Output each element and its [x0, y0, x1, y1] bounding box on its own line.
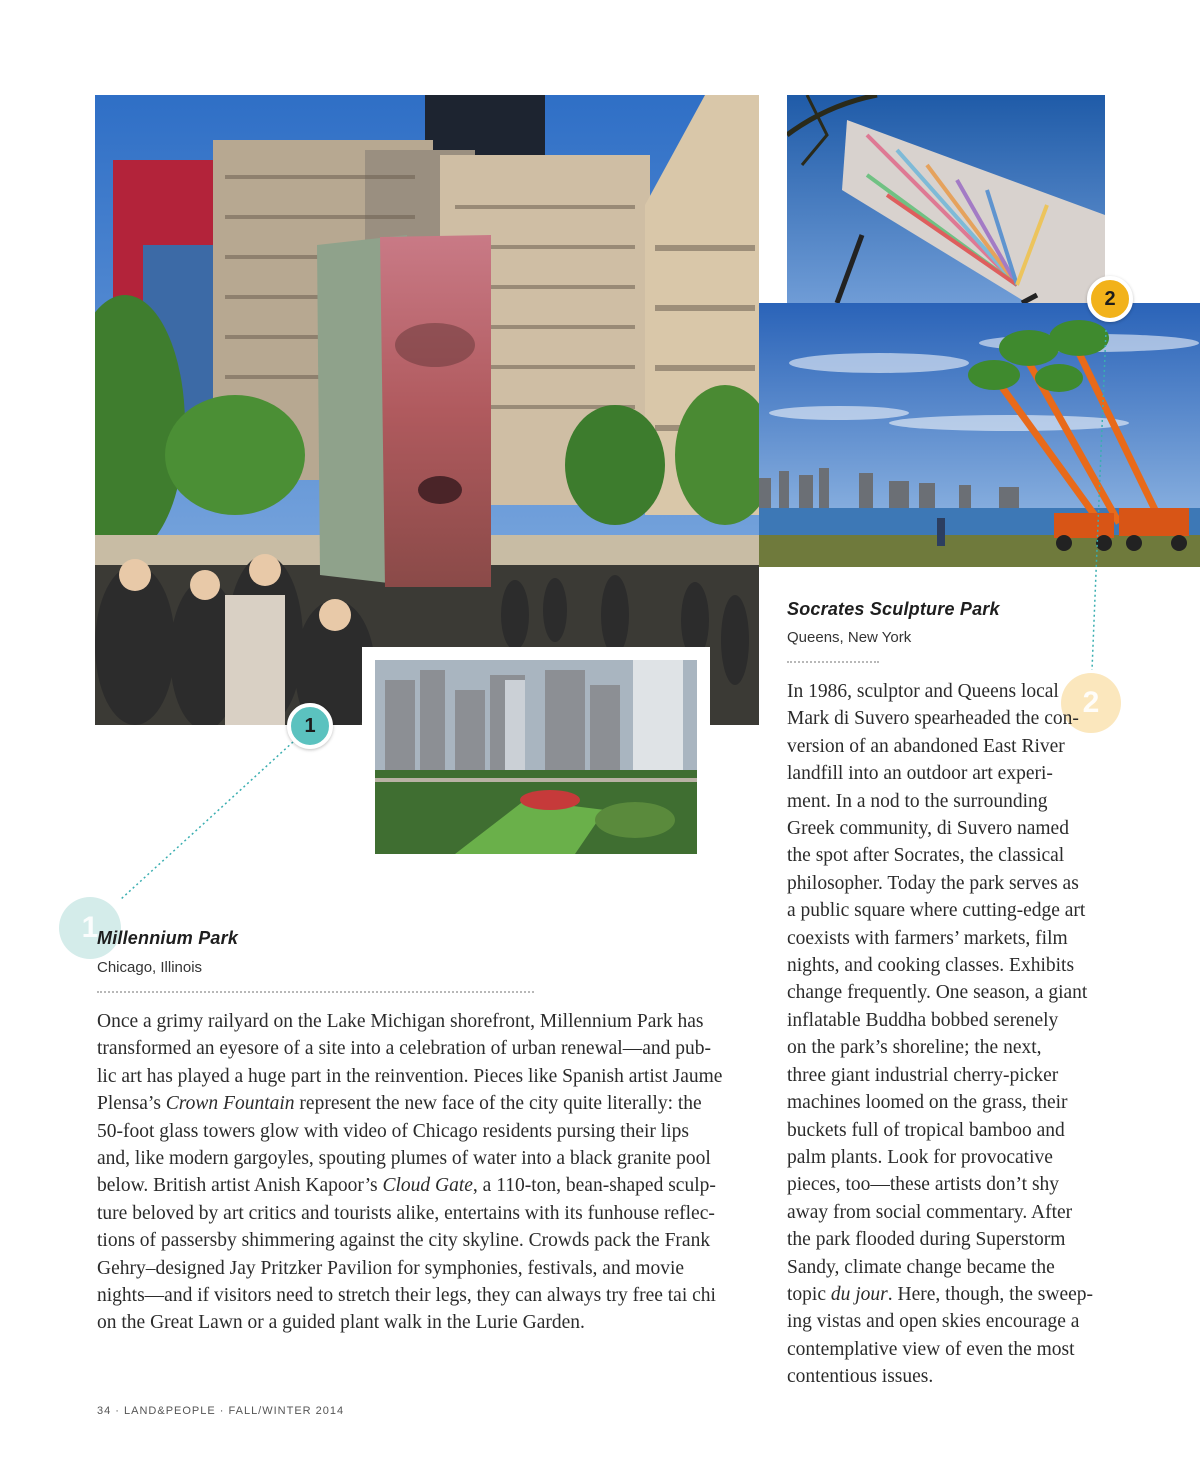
text-line: [787, 870, 1117, 897]
text-run: buckets full of tropical bamboo and: [787, 1119, 1065, 1141]
text-line: [787, 1117, 1117, 1144]
text-run: the park flooded during Superstorm: [787, 1229, 1066, 1251]
text-line: [787, 925, 1117, 952]
section-1-divider: [97, 991, 534, 993]
text-line: [787, 1363, 1117, 1390]
text-run: Sandy, climate change became the: [787, 1256, 1055, 1278]
text-run: version of an abandoned East River: [787, 735, 1065, 757]
text-run: Plensa’s: [97, 1093, 166, 1115]
section-1-location: Chicago, Illinois: [97, 959, 203, 976]
text-run: below. British artist Anish Kapoor’s: [97, 1175, 383, 1197]
text-run: away from social commentary. After: [787, 1201, 1073, 1223]
section-2-divider: [787, 661, 879, 663]
location-badge-2: 2: [1087, 276, 1133, 322]
text-run: a public square where cutting-edge art: [787, 900, 1086, 922]
page-number: 34: [97, 1405, 112, 1417]
text-run: nights—and if visitors need to stretch their legs, they can always try free tai chi: [97, 1285, 716, 1307]
text-run: ing vistas and open skies encourage a: [787, 1311, 1080, 1333]
photo-aerial-millennium-park: [362, 647, 710, 867]
section-1-title: Millennium Park: [97, 928, 239, 948]
page-footer: [97, 1405, 344, 1417]
italic-title: du jour: [830, 1283, 888, 1305]
text-line: [787, 705, 1117, 732]
text-run: change frequently. One season, a giant: [787, 982, 1088, 1004]
text-line: [787, 815, 1117, 842]
text-run: lic art has played a huge part in the reinvention. Pieces like Spanish artist Jaume: [97, 1065, 723, 1087]
text-run: on the Great Lawn or a guided plant walk in the Lurie Garden.: [97, 1312, 585, 1334]
text-line: [787, 1226, 1117, 1253]
text-run: ture beloved by art critics and tourists alike, entertains with its funhouse reflec-: [97, 1202, 715, 1224]
text-line: [787, 733, 1117, 760]
text-run: inflatable Buddha bobbed serenely: [787, 1009, 1059, 1031]
text-run: three giant industrial cherry-picker: [787, 1064, 1059, 1086]
text-run: the spot after Socrates, the classical: [787, 845, 1065, 867]
photo-crown-fountain: [95, 95, 759, 725]
text-run: transformed an eyesore of a site into a celebration of urban renewal—and pub-: [97, 1038, 712, 1060]
text-line: [787, 1007, 1117, 1034]
footer-publication: · LAND&PEOPLE · FALL/WINTER 2014: [111, 1405, 345, 1417]
text-line: [787, 1144, 1117, 1171]
text-line: [787, 760, 1117, 787]
text-line: [97, 1035, 777, 1062]
text-line: [787, 678, 1117, 705]
text-line: [97, 1008, 777, 1035]
text-run: landfill into an outdoor art experi-: [787, 763, 1053, 785]
text-run: philosopher. Today the park serves as: [787, 872, 1079, 894]
text-run: 50-foot glass towers glow with video of Chicago residents pursing their lips: [97, 1120, 689, 1142]
text-line: [787, 1308, 1117, 1335]
text-line: [787, 1254, 1117, 1281]
text-line: [787, 1034, 1117, 1061]
text-line: [97, 1172, 777, 1199]
section-2-title: Socrates Sculpture Park: [787, 599, 1000, 619]
text-line: [97, 1118, 777, 1145]
text-line: [787, 788, 1117, 815]
text-run: and, like modern gargoyles, spouting plumes of water into a black granite pool: [97, 1148, 711, 1170]
text-line: [97, 1282, 777, 1309]
text-line: [787, 897, 1117, 924]
text-line: [787, 1171, 1117, 1198]
text-line: [787, 842, 1117, 869]
section-2-location: Queens, New York: [787, 629, 912, 646]
text-run: coexists with farmers’ markets, film: [787, 927, 1068, 949]
ghost-number-2: 2: [1061, 673, 1121, 733]
text-line: [787, 1089, 1117, 1116]
section-1-body: [97, 1008, 777, 1337]
photo-sculpture-prism: [787, 95, 1105, 303]
text-run: contemplative view of even the most: [787, 1338, 1075, 1360]
location-badge-1: 1: [287, 703, 333, 749]
italic-title: Crown Fountain: [165, 1093, 295, 1115]
text-run: on the park’s shoreline; the next,: [787, 1037, 1042, 1059]
text-line: [787, 1336, 1117, 1363]
italic-title: Cloud Gate: [382, 1175, 473, 1197]
text-run: . Here, though, the sweep-: [887, 1283, 1093, 1305]
text-line: [97, 1227, 777, 1254]
text-run: ment. In a nod to the surrounding: [787, 790, 1048, 812]
text-run: palm plants. Look for provocative: [787, 1146, 1053, 1168]
text-line: [787, 1062, 1117, 1089]
text-run: In 1986, sculptor and Queens local: [787, 681, 1059, 702]
text-run: represent the new face of the city quite literally: the: [294, 1093, 702, 1115]
text-line: [787, 979, 1117, 1006]
text-run: topic: [787, 1283, 831, 1305]
text-line: [787, 952, 1117, 979]
text-run: nights, and cooking classes. Exhibits: [787, 955, 1075, 977]
text-line: [787, 1199, 1117, 1226]
text-line: [787, 1281, 1117, 1308]
text-run: Once a grimy railyard on the Lake Michigan shorefront, Millennium Park has: [97, 1011, 704, 1032]
text-line: [97, 1309, 777, 1336]
text-line: [97, 1255, 777, 1282]
text-line: [97, 1063, 777, 1090]
text-run: Greek community, di Suvero named: [787, 818, 1069, 840]
text-line: [97, 1090, 777, 1117]
section-2-body: [787, 678, 1117, 1391]
text-run: contentious issues.: [787, 1366, 934, 1388]
text-line: [97, 1145, 777, 1172]
photo-socrates-park: [759, 303, 1200, 567]
text-run: pieces, too—these artists don’t shy: [787, 1174, 1060, 1196]
text-run: , a 110-ton, bean-shaped sculp-: [472, 1175, 716, 1197]
text-run: Gehry–designed Jay Pritzker Pavilion for symphonies, festivals, and movie: [97, 1257, 685, 1279]
text-line: [97, 1200, 777, 1227]
text-run: tions of passersby shimmering against the city skyline. Crowds pack the Frank: [97, 1230, 711, 1252]
text-run: Mark di Suvero spearheaded the con-: [787, 708, 1079, 730]
text-run: machines loomed on the grass, their: [787, 1092, 1068, 1114]
ghost-number-1: 1: [59, 897, 121, 959]
